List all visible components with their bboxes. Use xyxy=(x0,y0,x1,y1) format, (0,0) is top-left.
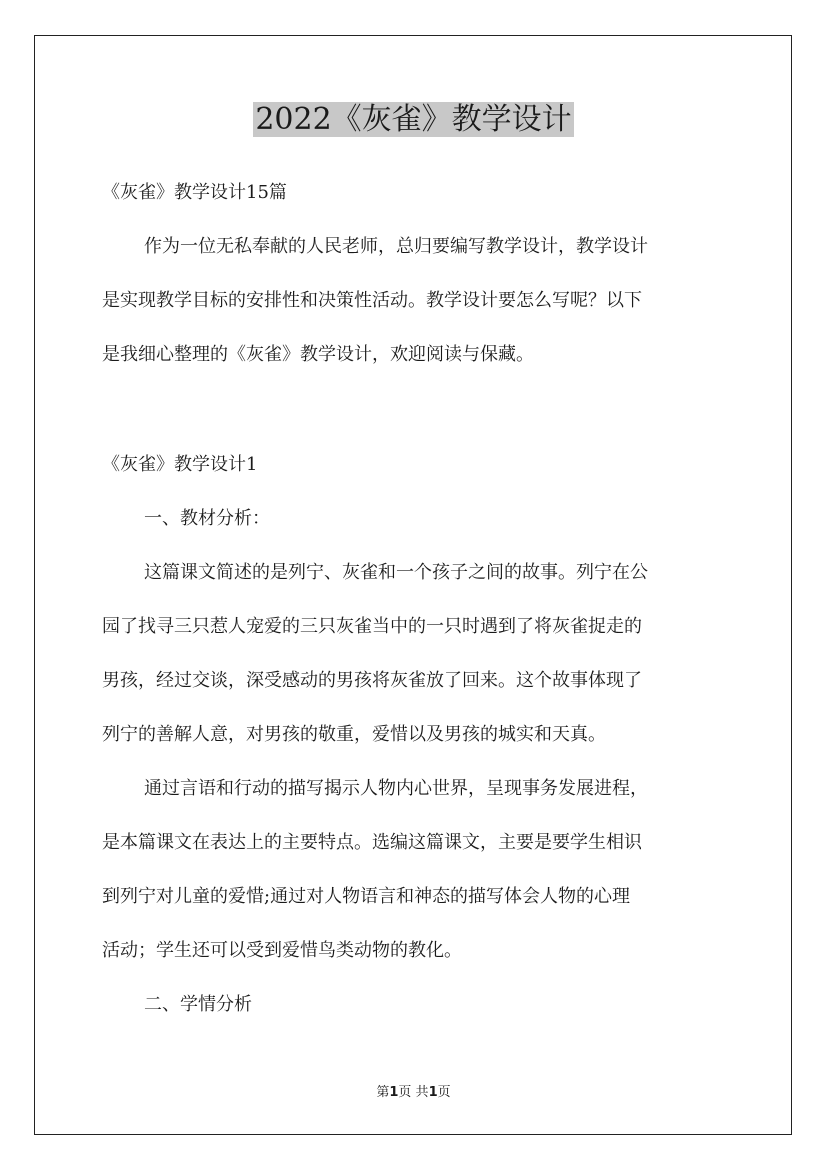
page-footer xyxy=(0,1084,827,1102)
page-label-mid: 页 共 xyxy=(398,1085,429,1100)
para2-line-4: 活动；学生还可以受到爱惜鸟类动物的教化。 xyxy=(102,940,462,961)
para1-line-1: 这篇课文简述的是列宁、灰雀和一个孩子之间的故事。列宁在公 xyxy=(144,562,648,583)
document-title xyxy=(0,100,827,140)
document-title-text: 2022《灰雀》教学设计 xyxy=(255,102,572,137)
page-current-number: 1 xyxy=(389,1085,399,1100)
intro-line-2: 是实现教学目标的安排性和决策性活动。教学设计要怎么写呢？以下 xyxy=(102,290,642,311)
page-label-prefix: 第 xyxy=(376,1085,390,1100)
part2-heading: 二、学情分析 xyxy=(144,994,252,1015)
para1-line-3: 男孩，经过交谈，深受感动的男孩将灰雀放了回来。这个故事体现了 xyxy=(102,670,642,691)
page-total-number: 1 xyxy=(428,1085,438,1100)
intro-line-3: 是我细心整理的《灰雀》教学设计，欢迎阅读与保藏。 xyxy=(102,344,534,365)
para1-line-2: 园了找寻三只惹人宠爱的三只灰雀当中的一只时遇到了将灰雀捉走的 xyxy=(102,616,642,637)
para2-line-1: 通过言语和行动的描写揭示人物内心世界，呈现事务发展进程， xyxy=(144,778,648,799)
document-subtitle: 《灰雀》教学设计15篇 xyxy=(102,182,287,203)
section1-heading: 《灰雀》教学设计1 xyxy=(102,454,258,475)
para2-line-2: 是本篇课文在表达上的主要特点。选编这篇课文，主要是要学生相识 xyxy=(102,832,642,853)
part1-heading: 一、教材分析： xyxy=(144,508,270,529)
page-label-suffix: 页 xyxy=(437,1085,451,1100)
para1-line-4: 列宁的善解人意，对男孩的敬重，爱惜以及男孩的城实和天真。 xyxy=(102,724,606,745)
intro-line-1: 作为一位无私奉献的人民老师，总归要编写教学设计，教学设计 xyxy=(144,236,648,257)
para2-line-3: 到列宁对儿童的爱惜;通过对人物语言和神态的描写体会人物的心理 xyxy=(102,886,631,907)
